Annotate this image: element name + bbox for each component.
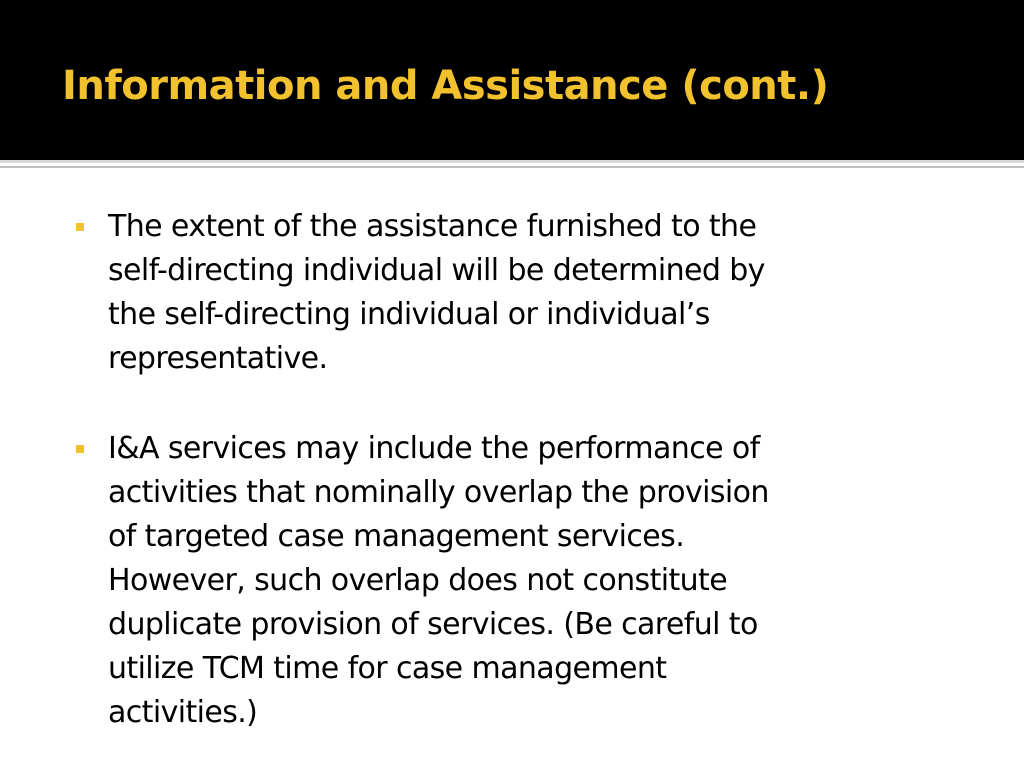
square-bullet-icon [76, 445, 84, 453]
bullet-text: The extent of the assistance furnished to the self-directing individual will be determined by the self-directing individual or individual’s representative. [108, 209, 765, 376]
title-bar [0, 0, 1024, 160]
title-divider-line-secondary [0, 166, 1024, 168]
title-divider-line [0, 160, 1024, 163]
slide-title: Information and Assistance (cont.) [62, 63, 829, 109]
bullet-text: I&A services may include the performance of activities that nominally overlap the provision of targeted case management services. However, such overlap does not constitute duplicate provision of services. (Be careful to utilize TCM time for case management activities.) [108, 431, 769, 730]
square-bullet-icon [76, 223, 84, 231]
